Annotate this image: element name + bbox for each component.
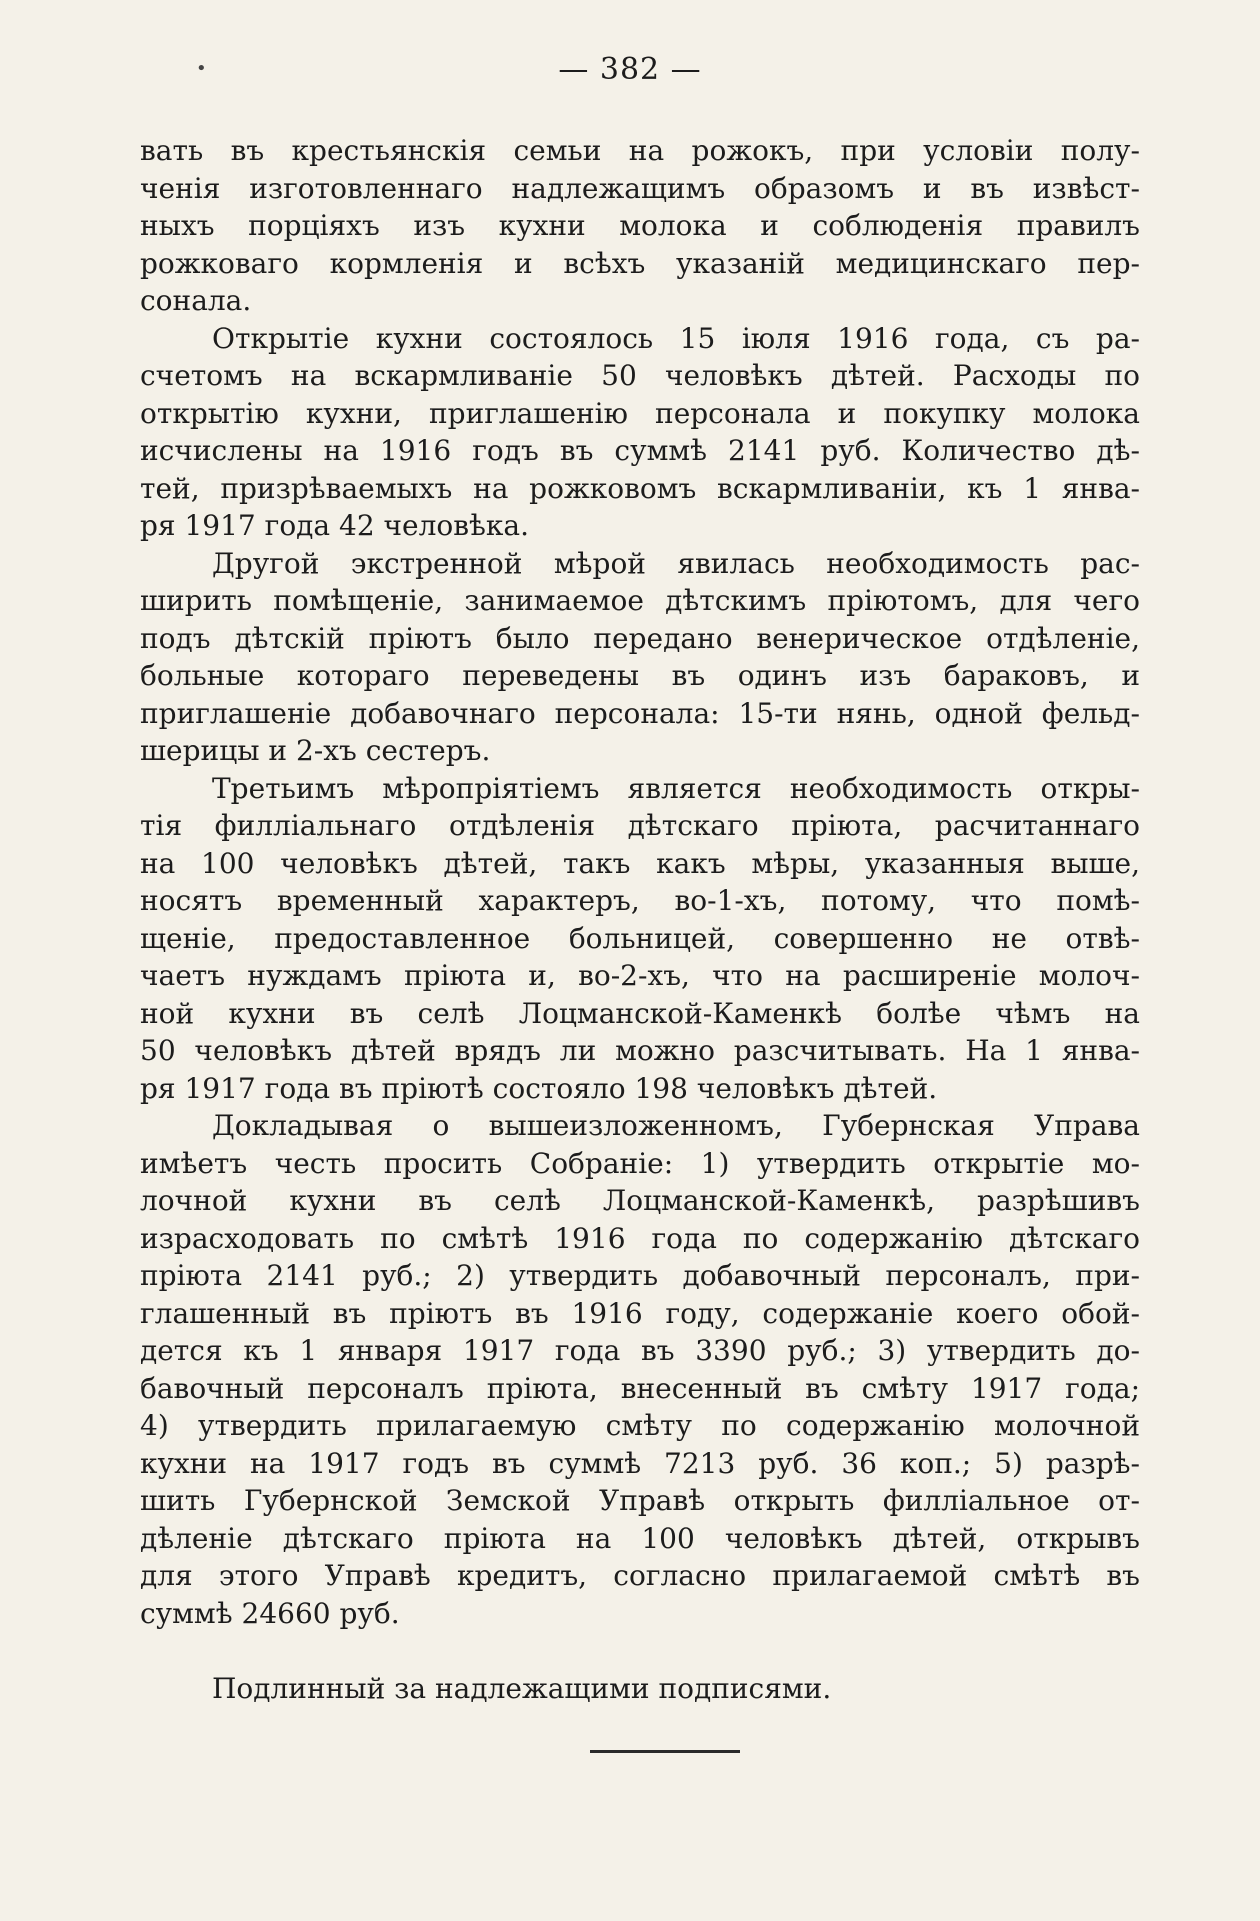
text-line: вать въ крестьянскія семьи на рожокъ, при условіи полу- [140, 134, 1140, 167]
text-line: бавочный персоналъ пріюта, внесенный въ смѣту 1917 года; [140, 1371, 1140, 1405]
text-line: рожковаго кормленія и всѣхъ указаній медицинскаго пер- [140, 246, 1140, 280]
page-number: — 382 — [558, 52, 702, 87]
text-line: дѣленіе дѣтскаго пріюта на 100 человѣкъ дѣтей, открывъ [140, 1521, 1140, 1555]
text-line: кухни на 1917 годъ въ суммѣ 7213 руб. 36 коп.; 5) разрѣ- [140, 1446, 1140, 1480]
text-line: Другой экстренной мѣрой явилась необходимость рас- [212, 546, 1140, 580]
paragraph [140, 545, 1140, 770]
stray-mark: • [196, 58, 207, 79]
text-line: шерицы и 2-хъ сестеръ. [140, 734, 491, 767]
text-line: Третьимъ мѣропріятіемъ является необходимость откры- [212, 771, 1140, 805]
text-line: лочной кухни въ селѣ Лоцманской-Каменкѣ, разрѣшивъ [140, 1184, 1140, 1217]
text-line: больные котораго переведены въ одинъ изъ бараковъ, и [140, 659, 1140, 692]
text-line: носятъ временный характеръ, во-1-хъ, потому, что помѣ- [140, 884, 1140, 917]
text-line: для этого Управѣ кредитъ, согласно прилагаемой смѣтѣ въ [140, 1559, 1140, 1592]
closing-rule [590, 1750, 740, 1753]
text-line: ной кухни въ селѣ Лоцманской-Каменкѣ болѣе чѣмъ на [140, 996, 1140, 1030]
text-line: тей, призрѣваемыхъ на рожковомъ вскармливаніи, къ 1 янва- [140, 471, 1140, 505]
text-line: щеніе, предоставленное больницей, совершенно не отвѣ- [140, 921, 1140, 955]
text-line: счетомъ на вскармливаніе 50 человѣкъ дѣтей. Расходы по [140, 359, 1140, 392]
text-line: имѣетъ честь просить Собраніе: 1) утвердить открытіе мо- [140, 1146, 1140, 1180]
text-line: ныхъ порціяхъ изъ кухни молока и соблюденія правилъ [140, 209, 1140, 242]
text-line: тія филліальнаго отдѣленія дѣтскаго пріюта, расчитаннаго [140, 809, 1140, 842]
text-line: Докладывая о вышеизложенномъ, Губернская Управа [212, 1109, 1140, 1142]
text-line: на 100 человѣкъ дѣтей, такъ какъ мѣры, указанныя выше, [140, 846, 1140, 880]
paragraph [140, 132, 1140, 320]
text-line: израсходовать по смѣтѣ 1916 года по содержанію дѣтскаго [140, 1221, 1140, 1255]
paragraph [140, 770, 1140, 1108]
text-line: приглашеніе добавочнаго персонала: 15-ти нянь, одной фельд- [140, 696, 1140, 730]
text-line: 4) утвердить прилагаемую смѣту по содержанію молочной [140, 1409, 1140, 1442]
text-line: сонала. [140, 284, 252, 317]
closing-line: Подлинный за надлежащими подписями. [212, 1672, 832, 1705]
paragraph [140, 1107, 1140, 1632]
text-line: ря 1917 года 42 человѣка. [140, 509, 530, 542]
body-text [140, 132, 1140, 1632]
text-line: шить Губернской Земской Управѣ открыть филліальное от- [140, 1484, 1140, 1517]
paragraph [140, 320, 1140, 545]
text-line: ченія изготовленнаго надлежащимъ образомъ и въ извѣст- [140, 171, 1140, 205]
text-line: открытію кухни, приглашенію персонала и покупку молока [140, 396, 1140, 430]
text-line: дется къ 1 января 1917 года въ 3390 руб.; 3) утвердить до- [140, 1334, 1140, 1367]
text-line: исчислены на 1916 годъ въ суммѣ 2141 руб. Количество дѣ- [140, 434, 1140, 467]
text-line: глашенный въ пріютъ въ 1916 году, содержаніе коего обой- [140, 1296, 1140, 1330]
text-line: 50 человѣкъ дѣтей врядъ ли можно разсчитывать. На 1 янва- [140, 1034, 1140, 1067]
text-line: подъ дѣтскій пріютъ было передано венерическое отдѣленіе, [140, 621, 1140, 655]
text-line: чаетъ нуждамъ пріюта и, во-2-хъ, что на расширеніе молоч- [140, 959, 1140, 992]
text-line: ря 1917 года въ пріютѣ состояло 198 человѣкъ дѣтей. [140, 1071, 938, 1105]
text-line: пріюта 2141 руб.; 2) утвердить добавочный персоналъ, при- [140, 1259, 1140, 1292]
text-line: суммѣ 24660 руб. [140, 1596, 400, 1630]
text-line: Открытіе кухни состоялось 15 іюля 1916 года, съ ра- [212, 321, 1140, 355]
text-line: ширить помѣщеніе, занимаемое дѣтскимъ пріютомъ, для чего [140, 584, 1140, 617]
